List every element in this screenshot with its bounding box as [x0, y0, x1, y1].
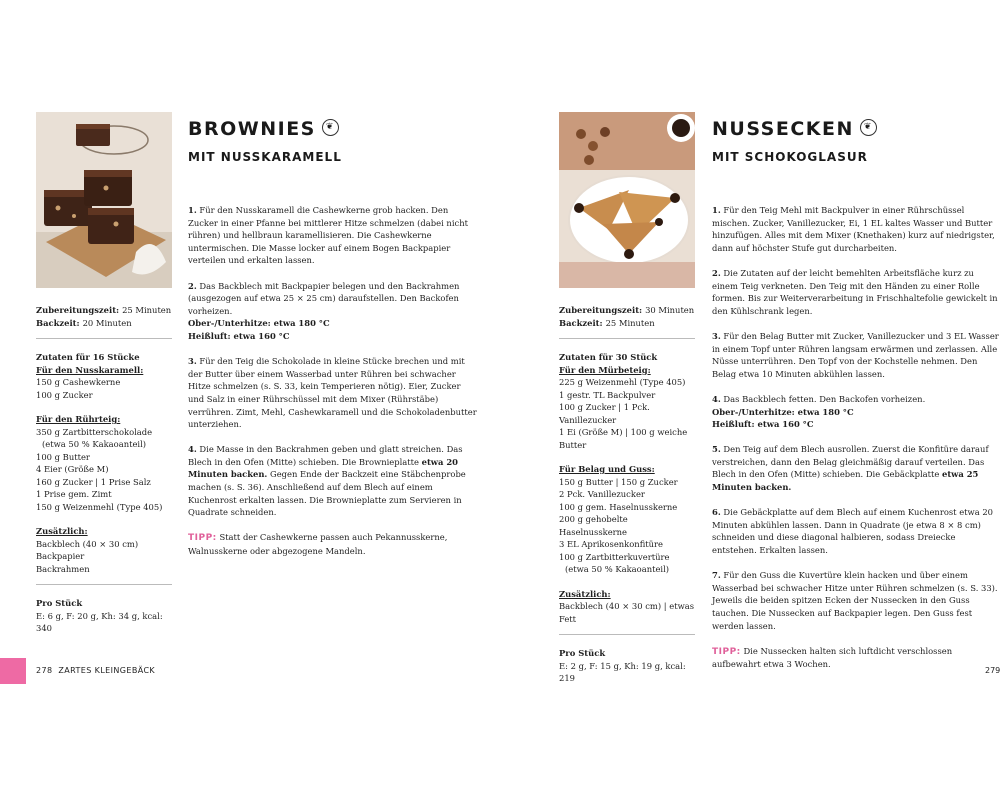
step: 3. Für den Belag Butter mit Zucker, Vanillezucker und 3 EL Wasser in einem Topf unter Rühren langsam erwärmen und zerlassen. Alle Nüsse unterrühren. Den Topf von der Kochstelle nehmen. Den Belag etwa 10 Minuten abkühlen lassen.: [712, 330, 999, 379]
ingredient-item: (etwa 50 % Kakaoanteil): [565, 564, 670, 574]
ingredient-item: 4 Eier (Größe M): [36, 464, 109, 474]
ingredient-group-title: Für Belag und Guss:: [559, 464, 655, 474]
recipe-subtitle: MIT NUSSKARAMELL: [188, 150, 342, 164]
recipe-title: NUSSECKEN ❦: [712, 118, 877, 140]
ingredient-item: 100 g Zucker: [36, 389, 93, 400]
divider: [36, 338, 172, 339]
tip: TIPP: Statt der Cashewkerne passen auch Pekannusskerne, Walnusskerne oder abgezogene Mandeln.: [188, 532, 448, 557]
temp-top-bottom: Ober-/Unterhitze: etwa 180 °C: [188, 318, 330, 329]
recipe-sidebar: [36, 304, 172, 635]
leaf-icon: ❦: [322, 119, 339, 136]
ingredients-heading: Zutaten für 30 Stück: [559, 352, 658, 362]
ingredient-item: 1 Ei (Größe M) | 100 g weiche Butter: [559, 427, 688, 450]
ingredient-item: 100 g Zucker | 1 Pck. Vanillezucker: [559, 402, 650, 425]
nutrition-values: E: 6 g, F: 20 g, Kh: 34 g, kcal: 340: [36, 610, 163, 633]
ingredient-item: 150 g Cashewkerne: [36, 377, 121, 387]
page-number: 279: [985, 666, 1000, 675]
step: 1. Für den Nusskaramell die Cashewkerne grob hacken. Den Zucker in einer Pfanne bei mittlerer Hitze schmelzen (dabei nicht rühren) und hellbraun karamellisieren. Die Cashewkerne untermischen. Die Masse locker auf einem Bogen Backpapier verteilen und erkalten lassen.: [188, 205, 468, 266]
page-footer: 278 ZARTES KLEINGEBÄCK: [36, 666, 156, 675]
tip-label: TIPP:: [712, 646, 741, 657]
ingredient-item: 200 g gehobelte Haselnusskerne: [559, 514, 628, 537]
recipe-title: BROWNIES ❦: [188, 118, 339, 140]
bake-time: Backzeit: 20 Minuten: [36, 317, 132, 328]
step: 2. Das Backblech mit Backpapier belegen und den Backrahmen (ausgezogen auf etwa 25 × 25 cm) daraufstellen. Den Backofen vorheizen. Ober-/Unterhitze: etwa 180 °C Heißluft: etwa 160 °C: [188, 280, 460, 341]
step: 6. Die Gebäckplatte auf dem Blech auf einem Kuchenrost etwa 20 Minuten abkühlen lassen. Dann in Quadrate (je etwa 8 × 8 cm) schneiden und diese diagonal halbieren, sodass Dreiecke entstehen. Erkalten lassen.: [712, 507, 994, 556]
ingredient-item: 100 g gem. Haselnusskerne: [559, 501, 678, 512]
nussecken-image: [559, 112, 695, 288]
brownies-photo: [36, 112, 172, 288]
ingredient-item: 350 g Zartbitterschokolade: [36, 426, 153, 437]
bake-time: Backzeit: 25 Minuten: [559, 317, 655, 328]
divider: [559, 634, 695, 635]
temp-convection: Heißluft: etwa 160 °C: [712, 419, 814, 430]
recipe-steps: [188, 204, 478, 570]
prep-time: Zubereitungszeit: 25 Minuten: [36, 305, 172, 315]
section-color-tab: [0, 658, 26, 684]
ingredient-group-title: Für den Mürbeteig:: [559, 364, 651, 375]
step: 2. Die Zutaten auf der leicht bemehlten Arbeitsfläche kurz zu einem Teig verkneten. Den Teig mit den Händen zu einer Rolle formen. Bis zur Weiterverarbeitung in Frischhaltefolie gewickelt in den Kühlschrank legen.: [712, 267, 998, 316]
recipe-subtitle: MIT SCHOKOGLASUR: [712, 150, 868, 164]
step: 4. Das Backblech fetten. Den Backofen vorheizen. Ober-/Unterhitze: etwa 180 °C Heißluft: etwa 160 °C: [712, 393, 926, 430]
nutrition-values: E: 2 g, F: 15 g, Kh: 19 g, kcal: 219: [559, 660, 686, 683]
brownies-image: [36, 112, 172, 288]
step: 4. Die Masse in den Backrahmen geben und glatt streichen. Das Blech in den Ofen (Mitte) schieben. Die Brownieplatte etwa 20 Minuten backen. Gegen Ende der Backzeit eine Stäbchenprobe machen (s. S. 36). Anschließend auf dem Blech auf einem Kuchenrost erkalten lassen. Die Brownieplatte zum Servieren in Quadrate schneiden.: [188, 444, 466, 518]
ingredient-item: Backrahmen: [36, 563, 90, 574]
ingredient-group-title: Zusätzlich:: [36, 526, 88, 536]
ingredient-item: Backblech (40 × 30 cm): [36, 538, 139, 549]
temp-top-bottom: Ober-/Unterhitze: etwa 180 °C: [712, 406, 854, 417]
ingredient-group-title: Für den Rührteig:: [36, 414, 121, 424]
nussecken-photo: [559, 112, 695, 288]
ingredient-item: 2 Pck. Vanillezucker: [559, 489, 645, 499]
nutrition-heading: Pro Stück: [36, 598, 83, 608]
ingredient-item: Backblech (40 × 30 cm) | etwas Fett: [559, 601, 695, 624]
ingredient-item: 1 Prise gem. Zimt: [36, 489, 112, 499]
ingredient-item: Backpapier: [36, 551, 85, 561]
ingredient-item: 150 g Butter | 150 g Zucker: [559, 476, 678, 487]
step: 3. Für den Teig die Schokolade in kleine Stücke brechen und mit der Butter über einem Wasserbad unter Rühren bei schwacher Hitze schmelzen (s. S. 33, kein Temperieren nötig). Eier, Zucker und Salz in einer Rührschüssel mit dem Mixer (Rührstäbe) verrühren. Zimt, Mehl, Cashewkaramell und die Schokoladenbutter unterziehen.: [188, 356, 477, 430]
ingredient-group-title: Für den Nusskaramell:: [36, 364, 144, 375]
prep-time: Zubereitungszeit: 30 Minuten: [559, 305, 695, 315]
right-page: [500, 0, 1000, 800]
temp-convection: Heißluft: etwa 160 °C: [188, 330, 290, 341]
leaf-icon: ❦: [860, 119, 877, 136]
step: 7. Für den Guss die Kuvertüre klein hacken und über einem Wasserbad bei schwacher Hitze unter Rühren schmelzen (s. S. 33). Jeweils die beiden spitzen Ecken der Nussecken in den Guss tauchen. Die Nussecken auf Backpapier legen. Den Guss fest werden lassen.: [712, 570, 998, 631]
ingredient-item: 100 g Butter: [36, 451, 90, 462]
recipe-sidebar: [559, 304, 695, 685]
ingredients-heading: Zutaten für 16 Stücke: [36, 352, 140, 362]
ingredient-item: 1 gestr. TL Backpulver: [559, 389, 656, 400]
step: 5. Den Teig auf dem Blech ausrollen. Zuerst die Konfitüre darauf verstreichen, dann den Belag gleichmäßig darauf verteilen. Das Blech in den Ofen (Mitte) schieben. Die Gebäckplatte etwa 25 Minuten backen.: [712, 444, 989, 493]
ingredient-item: 100 g Zartbitterkuvertüre: [559, 551, 670, 562]
tip: TIPP: Die Nussecken halten sich luftdicht verschlossen aufbewahrt etwa 3 Wochen.: [712, 645, 953, 670]
divider: [559, 338, 695, 339]
step: 1. Für den Teig Mehl mit Backpulver in einer Rührschüssel mischen. Zucker, Vanillezucker, Ei, 1 EL kaltes Wasser und Butter hinzufügen. Alles mit dem Mixer (Knethaken) kurz auf niedrigster, dann auf höchster Stufe gut durcharbeiten.: [712, 205, 995, 253]
ingredient-group-title: Zusätzlich:: [559, 588, 611, 599]
recipe-steps: [712, 204, 1000, 684]
ingredient-item: 160 g Zucker | 1 Prise Salz: [36, 476, 151, 487]
nutrition-heading: Pro Stück: [559, 648, 606, 658]
tip-label: TIPP:: [188, 533, 217, 544]
ingredient-item: 3 EL Aprikosenkonfitüre: [559, 539, 664, 549]
divider: [36, 584, 172, 585]
ingredient-item: (etwa 50 % Kakaoanteil): [42, 439, 147, 449]
ingredient-item: 225 g Weizenmehl (Type 405): [559, 377, 686, 387]
ingredient-item: 150 g Weizenmehl (Type 405): [36, 501, 163, 512]
